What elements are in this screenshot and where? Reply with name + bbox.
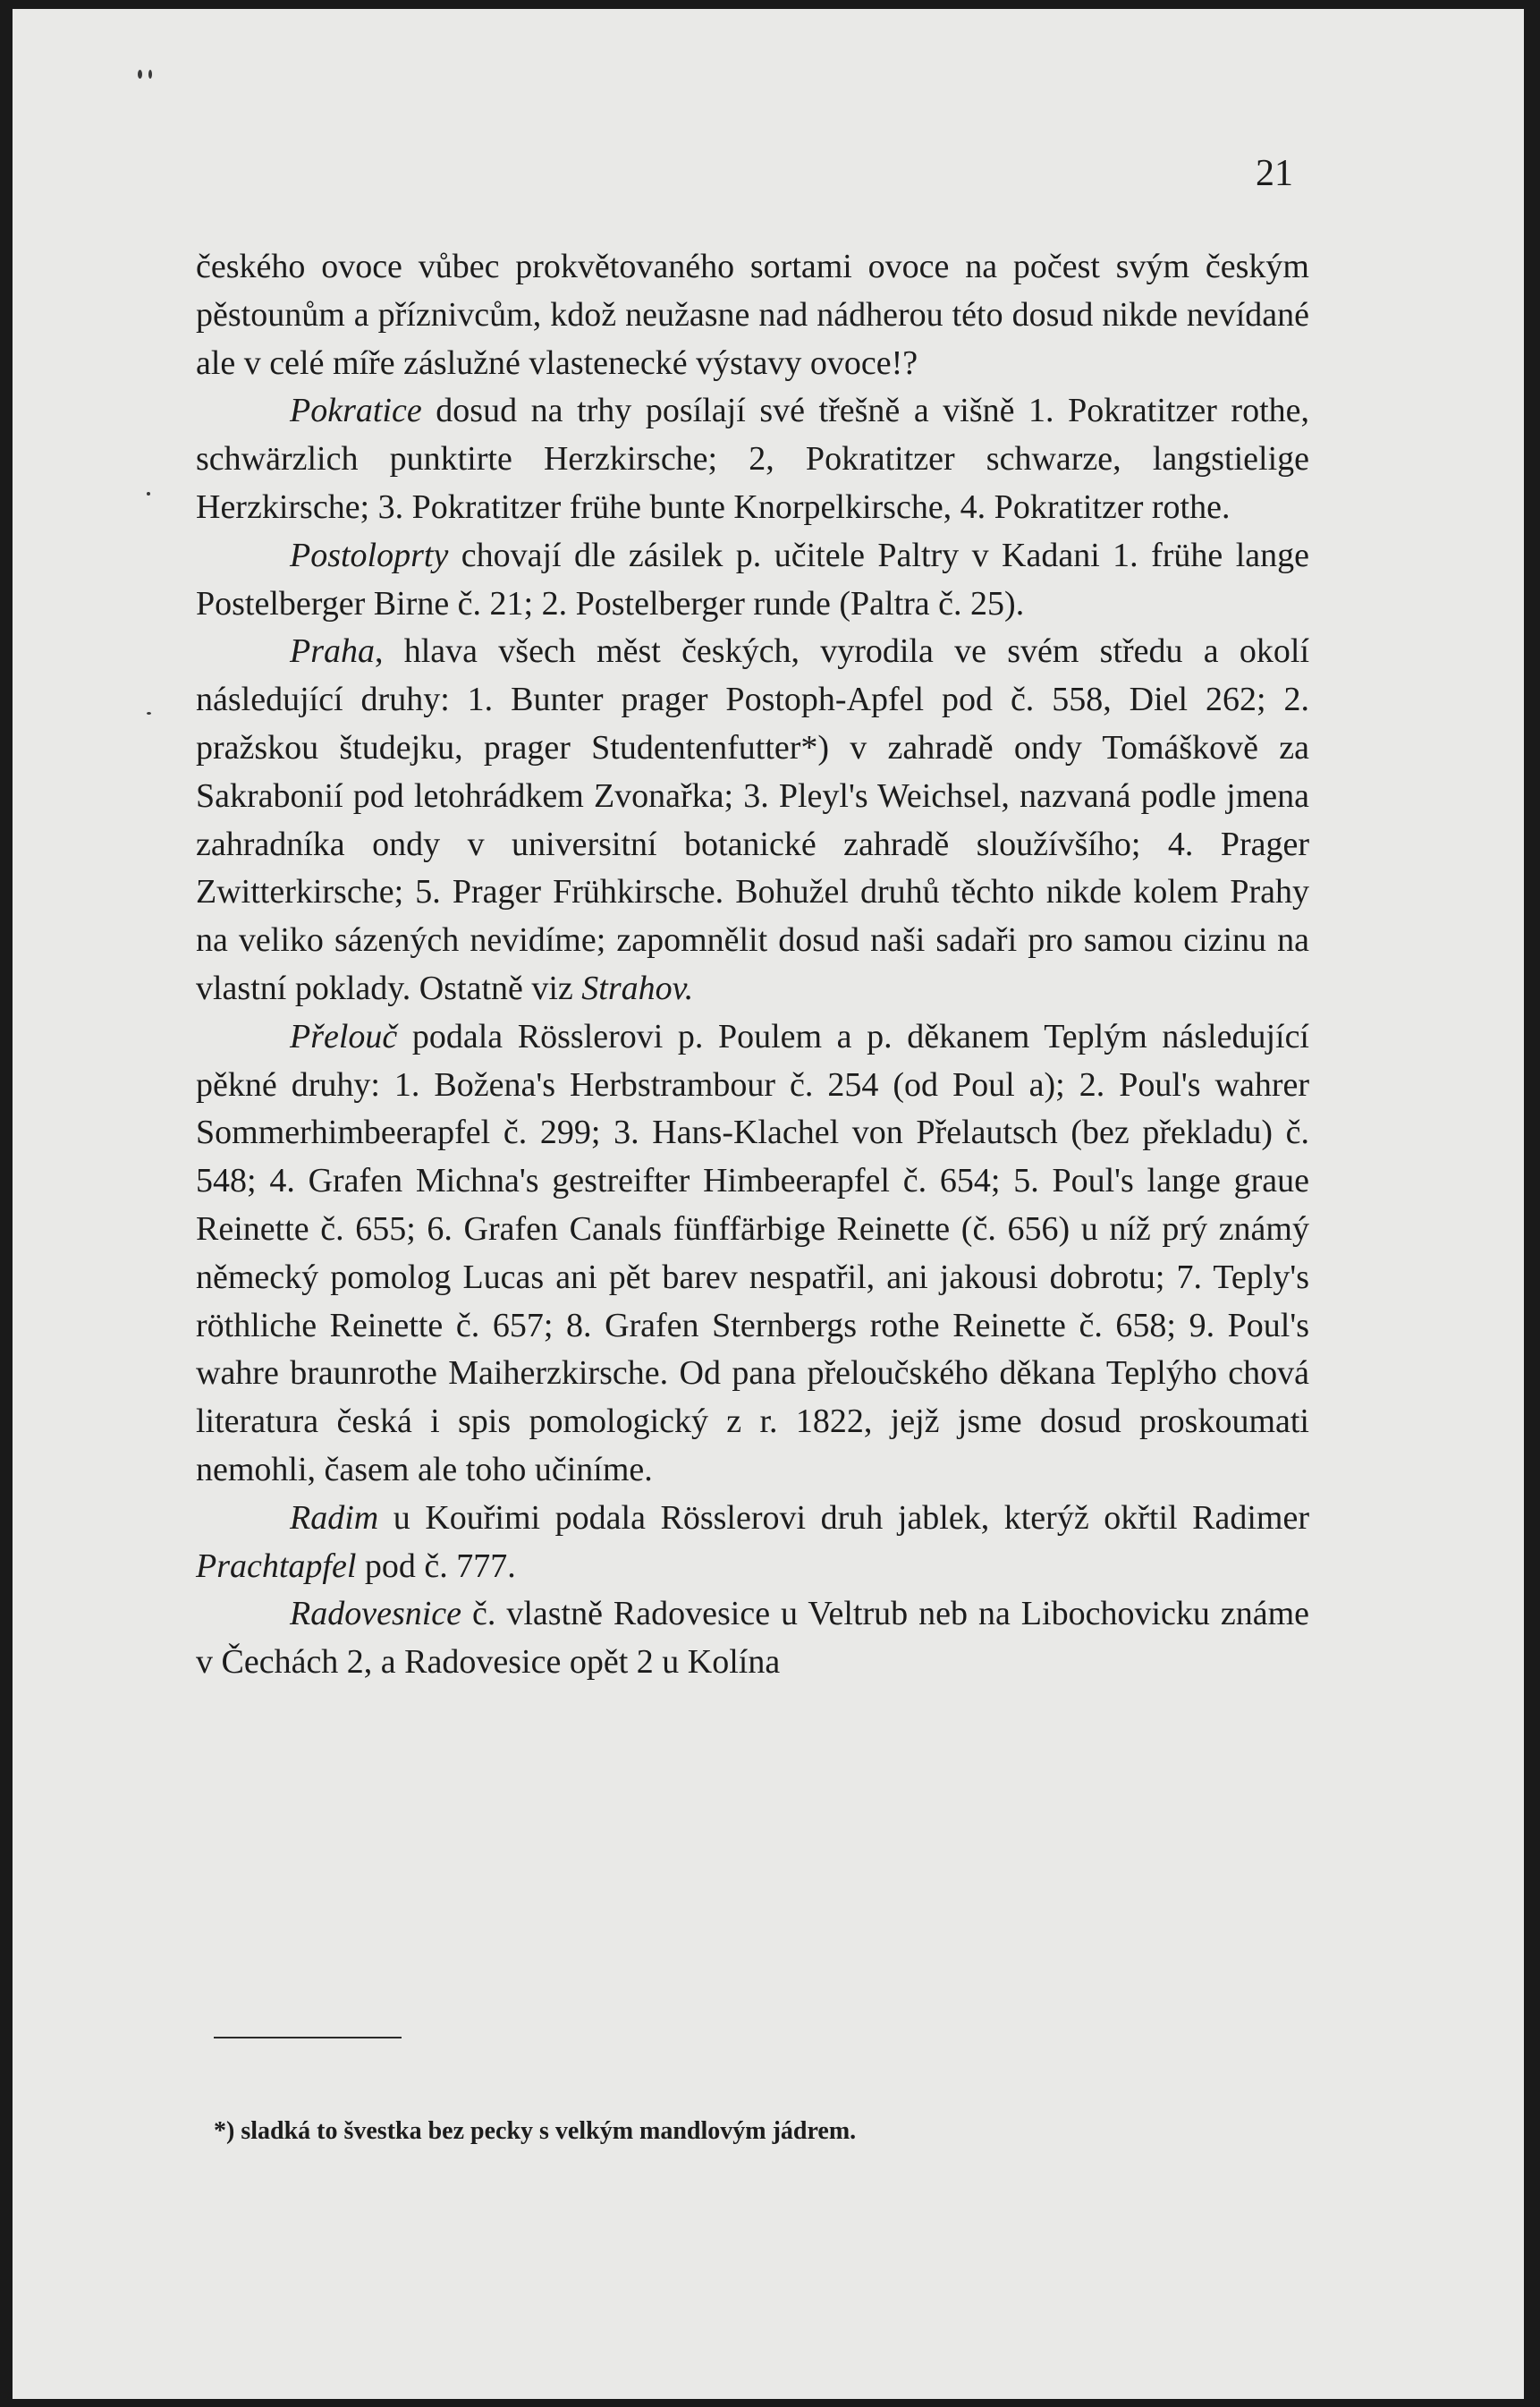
footnote: *) sladká to švestka bez pecky s velkým mandlovým jádrem. — [214, 2117, 857, 2145]
scan-speck — [147, 712, 151, 715]
book-page — [13, 9, 1524, 2399]
place-name: Strahov. — [581, 969, 694, 1007]
page-number: 21 — [1256, 153, 1293, 194]
place-name: Přelouč — [290, 1017, 398, 1055]
paragraph — [196, 532, 1309, 629]
place-name: Radim — [290, 1498, 379, 1537]
paragraph — [196, 1013, 1309, 1495]
paragraph — [196, 387, 1309, 531]
paragraph — [196, 1590, 1309, 1687]
body-text — [196, 243, 1309, 1687]
paragraph-text: podala Rösslerovi p. Poulem a p. děkanem Teplým následující pěkné druhy: 1. Božena's Herbstrambour č. 254 (od Poul a); 2. Poul's wahrer Sommerhimbeerapfel č. 299; 3. Hans-Klachel von Přelautsch (bez překladu) č. 548; 4. Grafen Michna's gestreifter Himbeerapfel č. 654; 5. Poul's lange graue Reinette č. 655; 6. Grafen Canals fünffärbige Reinette (č. 656) u níž prý známý německý pomolog Lucas ani pět barev nespatřil, ani jakousi dobrotu; 7. Teply's röthliche Reinette č. 657; 8. Grafen Sternbergs rothe Reinette č. 658; 9. Poul's wahre braunrothe Maiherzkirsche. Od pana přeloučského děkana Teplýho chová literatura česká i spis pomologický z r. 1822, jejž jsme dosud proskoumati nemohli, časem ale toho učiníme. — [196, 1017, 1309, 1488]
paragraph — [196, 243, 1309, 387]
paragraph — [196, 1495, 1309, 1591]
footnote-rule — [214, 2037, 402, 2038]
paragraph — [196, 628, 1309, 1013]
scan-speck — [147, 492, 150, 496]
place-name: Praha — [290, 632, 375, 671]
place-name: Radovesnice — [290, 1595, 462, 1633]
paragraph-text: chovají dle zásilek p. učitele Paltry v Kadani 1. frühe lange Postelberger Birne č. 21; 2. Postelberger runde (Paltra č. 25). — [196, 536, 1309, 623]
scan-speck — [138, 70, 142, 79]
place-name: Postoloprty — [290, 536, 449, 574]
scan-speck — [148, 70, 152, 79]
place-name: Pokratice — [290, 392, 422, 430]
paragraph-text: pod č. 777. — [356, 1547, 516, 1585]
paragraph-text: u Kouřimi podala Rösslerovi druh jablek, kterýž okřtil Radimer — [378, 1498, 1309, 1537]
paragraph-text: , hlava všech měst českých, vyrodila ve svém středu a okolí následující druhy: 1. Bunter prager Postoph-Apfel pod č. 558, Diel 262; 2. pražskou študejku, prager Studentenfutter*) v zahradě ondy Tomáškově za Sakrabonií pod letohrádkem Zvonařka; 3. Pleyl's Weichsel, nazvaná podle jmena zahradníka ondy v universitní botanické zahradě sloužívšího; 4. Prager Zwitterkirsche; 5. Prager Frühkirsche. Bohužel druhů těchto nikde kolem Prahy na veliko sázených nevidíme; zapomnělit dosud naši sadaři pro samou cizinu na vlastní poklady. Ostatně viz — [196, 632, 1309, 1007]
paragraph-text: českého ovoce vůbec prokvětovaného sortami ovoce na počest svým českým pěstounům a příznivcům, kdož neužasne nad nádherou této dosud nikde nevídané ale v celé míře záslužné vlastenecké výstavy ovoce!? — [196, 248, 1309, 382]
place-name: Prachtapfel — [196, 1547, 357, 1585]
paragraph-text: č. vlastně Radovesice u Veltrub neb na Libochovicku známe v Čechách 2, a Radovesice opět 2 u Kolína — [196, 1595, 1309, 1682]
paragraph-text: dosud na trhy posílají své třešně a višně 1. Pokratitzer rothe, schwärzlich punktirte Herzkirsche; 2, Pokratitzer schwarze, langstielige Herzkirsche; 3. Pokratitzer frühe bunte Knorpelkirsche, 4. Pokratitzer rothe. — [196, 392, 1309, 526]
